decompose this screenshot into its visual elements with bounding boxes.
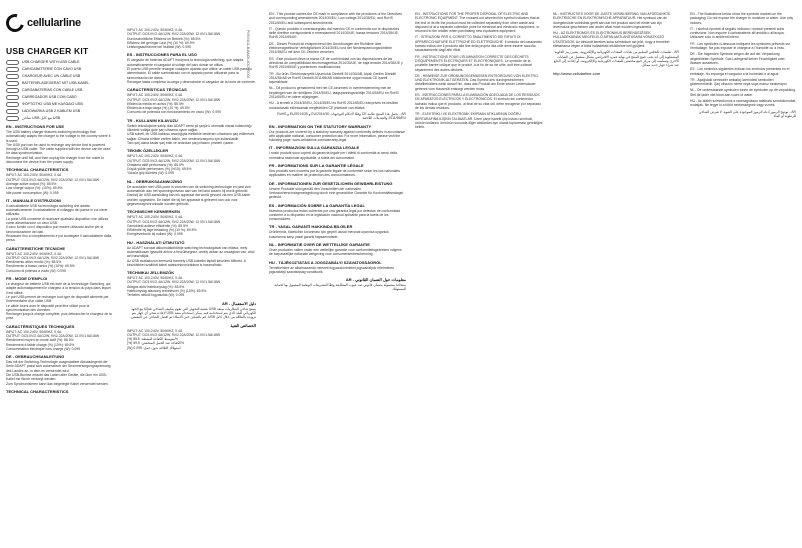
spec-block: INPUT: AC 100-240V, 50/60HZ, 0.4A OUTPUT: DC5.0V/2.4A/12W, 9V/2.22A/20W, 12.0V/1.5A/18W Average active output (%): 85.5% Low charge output (%): (10%): 69.5% Idle power consumption (W): 0.095: [6, 173, 100, 195]
symbol-text: ES - Los símbolos siguientes indican los símbolos presentes en el embalaje. No exponga el cargador a la humedad o al agua.: [690, 67, 791, 76]
column-1: [0, 0, 118, 548]
symbol-text: NL - De onderstaande symbolen tonen de symbolen op de verpakking. Stel de lader niet bloot aan vocht of water.: [690, 88, 797, 97]
warranty-text: Unsere Produkte sind gemäß den Vorschriften der nationalen Verbraucherschutzgesetzgebung durch eine gesetzliche Garantie für Konformitätsmängel gedeckt.: [269, 186, 405, 200]
list-item: BATTERIELADEGERÄT MIT USB-KABEL: [6, 81, 112, 86]
list-item: ŁADOWARKA USB Z KABLEM USB: [6, 109, 112, 114]
section-title: EN - INFORMATION ON THE STATUTORY WARRANTY: [269, 123, 372, 129]
section-title: HU - HASZNÁLATI ÚTMUTATÓ: [127, 239, 185, 245]
section-subtitle: TECHNICAL CHARACTERISTICS: [6, 167, 69, 173]
brand-name: cellularline: [27, 17, 81, 29]
spec-block: INPUT: AC 100-240V, 50/60HZ, 0.4A OUTPUT: DC5.0V/2.4A/12W, 9V/2.22A/20W, 12.0V/1.5A/18W Durchschnittliche Effizienz im Betrieb (%): 85.5% Effizienz bei geringer Last (%) (10 %): 69.5% Leistungsaufnahme bei Nulllast (W): 0.095: [127, 28, 221, 50]
list-item: USB CHARGER WITH USB CABLE: [6, 60, 112, 65]
flag-icon: [6, 95, 19, 100]
section-body: Das mit der Switching-Technologie ausgestattete Akkuladegerät der Serie ADAPT passt sich automatisch der Stromversorgungsspannung des Landes an, in dem es verwendet wird. Die USB-Buchse erlaubt das Laden aller Geräte, die über ein USB-Kabel mit Strom versorgt werden. Zum Synchronisieren kann das beigelegte Kabel verwendet werden.: [6, 360, 111, 386]
section-body: The USB battery charger features switching technology that automatically adapts the charger to the voltage in the country where it is used. The USB port can be used to recharge any device that is powered through a USB cable. The cable supplied with the device can be used for data synchronization. Recharge until full, and then unplug the charger from the outlet to disconnect the device from the power supply.: [6, 130, 111, 165]
spec-block: INPUT: AC 100-240V, 50/60HZ, 0.4A OUTPUT: DC5.0V/2.4A/12W, 9V/2.22A/20W, 12.0V/1.5A/18W Átlagos aktív hatékonyság (%): 85.5% Hatékonyság alacsony terhelésnél (%) (10%): 69.5% Terhelés nélküli fogyasztás (W): 0.095: [127, 276, 221, 298]
compliance-text: TR - Bu ürün, Elektromanyetik Uyumluluk Direktifi 2014/30/AB, Alçak Gerilim Direktifi 2014/35/AB ve RoHS Direktifi 2011/65/AB hükümlerine uygun olarak CE işareti taşımaktadır.: [269, 71, 397, 85]
list-item: CARGABATERÍAS CON CABLE USB: [6, 88, 112, 93]
list-item: CARREGADOR USB COM CABO: [6, 95, 112, 100]
list-item: CHARGEUR AVEC UN CÂBLE USB: [6, 74, 112, 79]
section-title: TR - YASAL GARANTİ HAKKINDA BİLGİLER: [269, 224, 353, 230]
spec-block: INPUT: AC 100-240V, 50/60HZ, 0.4A OUTPUT: DC5.0V/2.4A/12W, 9V/2.22A/20W, 12.0V/1.5A/18W Gemiddeld actieve efficiëntie (%): 85.5% Efficiëntie bij lage belasting (%) (10 %): 69.5% Energieverbruik bij nullast (W): 0.095: [127, 215, 221, 237]
section-subtitle: TECHNICAL CHARACTERISTICS: [6, 388, 69, 394]
page-title: USB CHARGER KIT: [6, 46, 89, 56]
column-2: [123, 0, 262, 548]
flag-icon: [6, 81, 19, 86]
disposal-text: NL - INSTRUCTIES VOOR DE JUISTE VERWIJDERING VAN AFGEDANKTE ELEKTRISCHE EN ELEKTRONISCHE APPARATUUR. Het symbool van de doorgekruiste vuilnisbak geeft aan dat het product aan het einde van zijn levensduur gescheiden van ander afval moet worden ingezameld.: [553, 12, 672, 29]
website-link[interactable]: http://www.cellularline.com: [553, 70, 601, 76]
column-3: [267, 0, 412, 548]
section-title: AR - معلومات حول الضمان القانوني: [345, 277, 406, 283]
warranty-text: Ürünlerimiz, tüketicinin korunması için geçerli ulusal mevzuat uyarınca uygunluk kusurlarına karşı yasal garanti kapsamındadır.: [269, 230, 390, 239]
section-title: NL - INFORMATIE OVER DE WETTELIJKE GARANTIE: [269, 241, 370, 247]
compliance-text: EN - This product carries the CE mark in compliance with the provisions of the Directives and corresponding amendments 2014/30/EU, Low voltage 2014/35/EU, and RoHS 2011/65/EU and subsequent amendments.: [269, 12, 403, 25]
warranty-text: I nostri prodotti sono coperti da garanzia legale per i difetti di conformità ai sensi della normativa nazionale applicabile, a tutela dei consumatori.: [269, 151, 398, 160]
flag-icon: [6, 116, 19, 121]
disposal-text: DE - HINWEISE ZUR ORDNUNGSGEMÄSSEN ENTSORGUNG VON ELEKTRO- UND ELEKTRONIK-ALTGERÄTEN. Das Symbol des durchgestrichenen Abfallbehälters weist darauf hin, dass das Produkt am Ende seiner Lebensdauer getrennt vom Hausmüll entsorgt werden muss.: [415, 73, 540, 91]
warranty-text: Our products are covered by a statutory warranty against conformity defects in accordance with applicable national, consumer protection law. For more information, please visit the following page: www.cellularline.com/warranty-legal: [269, 129, 407, 143]
section-body: يتمتع شاحن البطاريات بمنفذ USB بتقنية التحويل التي تقوم بتكييف الشاحن تلقائيًا مع الجهد الكهربائي للبلد الذي يتم استخدامه فيه. يمكن استخدام منفذ USB لإعادة شحن أي جهاز يتم تزويده بالطاقة من خلال كابل USB. قم بالشحن حتى الامتلاء ثم افصل الشاحن عن المقبس.: [130, 306, 256, 320]
compliance-text: ES - Este producto lleva la marca CE de conformidad con las disposiciones de las directivas de compatibilidad electromagnética 2014/30/UE, de baja tensión 2014/35/UE y RoHS 2011/65/UE y posteriores modificaciones.: [269, 56, 404, 70]
list-item: ΦΟΡΤΙΣΤΗΣ USB ΜΕ ΚΑΛΩΔΙΟ USB: [6, 102, 112, 107]
section-title: DE - GEBRAUCHSANLEITUNG: [6, 354, 65, 360]
flag-icon: [6, 60, 19, 65]
flag-icon: [6, 109, 19, 114]
symbol-text: TR - Aşağıdaki semboller ambalaj üzerindeki sembolleri göstermektedir. Şarj cihazını neme veya suya maruz bırakmayın.: [690, 77, 788, 87]
disposal-text: IT - ISTRUZIONI PER IL CORRETTO SMALTIMENTO DEI RIFIUTI DI APPARECCHIATURE ELETTRICHE ED ELETTRONICHE. Il simbolo del cassonetto barrato indica che il prodotto alla fine della propria vita utile deve essere raccolto separatamente dagli altri rifiuti.: [415, 35, 543, 53]
section-title: ES - INFORMACIÓN SOBRE LA GARANTÍA LEGAL: [269, 202, 365, 208]
section-body: De acculader met USB-poort is voorzien van de switching-technologie en past zich automatisch aan het spanningsniveau aan van het land waarin hij wordt gebruikt. Dankzij de USB-aansluiting kan elk apparaat dat wordt gevoed via een USB-kabel worden opgeladen. De kabel die bij het apparaat is geleverd kan ook voor gegevenssynchronisatie worden gebruikt.: [127, 184, 252, 206]
product-list: [6, 60, 112, 121]
column-6: [688, 0, 802, 548]
warranty-text: Nuestros productos están cubiertos por una garantía legal por defectos de conformidad conforme a lo dispuesto en la legislación nacional aplicable para la tutela de los consumidores.: [269, 208, 402, 222]
section-body: El cargador de baterías ADAPT incorpora la tecnología switching, que adapta automáticamente el cargador al voltaje del país donde se utiliza. El puerto USB permite recargar cualquier aparato que utilice un cable USB para su alimentación. El cable suministrado con el aparato puede utilizarse para la sincronización de datos. Recargar hasta completar la carga y desenchufar el cargador de la toma de corriente.: [127, 58, 256, 84]
symbol-text: EN - The illustrations below show the symbols marked on the packaging. Do not expose the charger to moisture or water. Use only indoors.: [690, 12, 795, 25]
column-4: [413, 0, 549, 548]
flag-icon: [6, 102, 19, 107]
section-body: Az ADAPT sorozat akkumulátortöltője switching technológiával van ellátva, mely automatikusan igazodik ahhoz a feszültséghez, amely abban az országban van, ahol azt használják. Az USB csatlakozón keresztül bármely USB-kábellel táplált készülék tölthető. A készülékkel szállított kábel adatszinkronizálásra is használható.: [127, 245, 255, 267]
section-body: Il caricabatterie USB ha tecnologia switching che adatta automaticamente il caricabatterie al voltaggio del paese in cui viene utilizzato. La porta USB consente di ricaricare qualsiasi dispositivo che utilizza come alimentazione un cavo USB. Il cavo fornito con il dispositivo può essere utilizzato anche per la sincronizzazione dei dati. Ricaricare fino a completamento e poi scollegare il caricabatterie dalla presa.: [6, 203, 112, 243]
section-title: AR - دليل الاستعمال: [221, 300, 256, 306]
spec-block: INPUT: AC 100-240V, 50/60HZ, 0.4A OUTPUT: DC5.0V/2.4A/12W, 9V/2.22A/20W, 12.0V/1.5A/18W (%) متوسط الكفاءة النشطة: 85.5% (%) الكفاءة عند الحمل المنخفض: 69.5% (W) استهلاك الطاقة بدون حمل: 0.095: [127, 328, 221, 350]
section-title: TR - KULLANIM KILAVUZU: [127, 117, 178, 123]
symbol-text: IT - I simboli riportati di seguito indicano i simboli presenti sulla confezione. Non esporre il caricabatterie all'umidità o all'acqua. Utilizzare solo in ambienti interni.: [690, 26, 786, 40]
section-subtitle: الخصائص الفنية: [230, 322, 256, 328]
list-item: CARICABATTERIE CON CAVO USB: [6, 67, 112, 72]
symbol-text: HU - Az alábbi szimbólumok a csomagoláson található szimbólumokat mutatják. Ne tegye ki a töltőt nedvességnek vagy víznek.: [690, 99, 797, 108]
spec-block: INPUT: AC 100-240V, 50/60HZ, 0.4A OUTPUT: DC5.0V/2.4A/12W, 9V/2.22A/20W, 12.0V/1.5A/18W Rendement moyen en mode actif (%): 85.5% Rendement à faible charge (%) (10%): 69.5% Consommation électrique hors charge (W): 0.095: [6, 329, 100, 351]
warranty-text: Nos produits sont couverts par la garantie légale de conformité selon les lois nationales applicables en matière de protection des consommateurs.: [269, 169, 401, 178]
disposal-text: FR - INSTRUCTIONS POUR L'ÉLIMINATION CORRECTE DES DÉCHETS D'ÉQUIPEMENTS ÉLECTRIQUES ET ÉLECTRONIQUES. Le symbole de la poubelle barrée indique que le produit, à la fin de sa vie utile, doit être collecté séparément des autres déchets.: [415, 54, 534, 72]
disposal-text: HU - AZ ELEKTROMOS ÉS ELEKTRONIKUS BERENDEZÉSEK HULLADÉKAINAK MEGFELELŐ ÁRTALMATLANÍTÁSÁRA VONATKOZÓ UTASÍTÁSOK. Az áthúzott kerekes kuka szimbólum azt jelzi, hogy a terméket élettartama végén a többi hulladéktól elkülönítve kell gyűjteni.: [553, 31, 671, 49]
symbol-text: AR - توضح الرموز أدناه الرموز الموجودة على العبوة. لا تعرض الشاحن للرطوبة أو الماء.: [698, 109, 796, 118]
section-title: ES - INSTRUCCIONES PARA EL USO: [127, 52, 197, 58]
section-title: HU - TÁJÉKOZTATÁS A JOGSZABÁLYI SZAVATOSSÁGRÓL: [269, 259, 382, 265]
flag-icon: [6, 88, 19, 93]
section-subtitle: TEKNİK ÖZELLİKLER: [127, 148, 169, 154]
spec-block: INPUT: AC 100-240V, 50/60HZ, 0.4A OUTPUT: DC5.0V/2.4A/12W, 9V/2.22A/20W, 12.0V/1.5A/18W Rendimento attivo medio (%): 85.5% Rendimento a basso carico (%) (10%): 69.5% Consumo di potenza a vuoto (W): 0.095: [6, 251, 100, 273]
flag-icon: [6, 67, 19, 72]
compliance-text: DE - Dieses Produkt ist entsprechend den Anordnungen der Richtlinie über elektromagnetische Verträglichkeit 2014/30/EU und der Niederspannungsrichtlinie 2014/35/EU mit dem CE-Zeichen versehen.: [269, 41, 393, 55]
section-subtitle: CARACTERÍSTICAS TÉCNICAS: [127, 87, 187, 93]
compliance-text: NL - Dit product is gemarkeerd met het CE-keurmerk in overeenstemming met de bepalingen van de richtlijnen 2014/30/EU, laagspanningsrichtlijn 2014/35/EU en RoHS 2011/65/EU en latere wijzigingen.: [269, 86, 400, 100]
section-subtitle: CARATTERISTICHE TECNICHE: [6, 245, 66, 251]
section-title: NL - GEBRUIKSAANWIJZING: [127, 178, 183, 184]
section-title: FR - INFORMATIONS SUR LA GARANTIE LÉGALE: [269, 163, 364, 169]
section-subtitle: CARACTÉRISTIQUES TECHNIQUES: [6, 323, 75, 329]
compliance-text: AR - يحمل هذا المنتج علامة CE وفقًا لأحكام التوجيهات 2014/30/EU و 2014/35/EU و RoHS 2011/65/EU والتعديلات اللاحقة.: [277, 111, 406, 121]
spec-block: INPUT: AC 100-240V, 50/60HZ, 0.4A OUTPUT: DC5.0V/2.4A/12W, 9V/2.22A/20W, 12.0V/1.5A/18W Eficiencia media en activo (%): 85.5% Eficiencia a baja carga (%) (10 %): 69.5% Consumo de potencia con funcionamiento en vacío (W): 0.095: [127, 93, 221, 115]
warranty-text: Onze producten vallen onder een wettelijke garantie voor conformiteitsgebreken volgens de toepasselijke nationale wetgeving voor consumentenbescherming.: [269, 247, 403, 257]
section-title: EN - INSTRUCTIONS FOR USE: [6, 124, 65, 129]
column-5: [551, 0, 685, 548]
brand-logo: [6, 14, 112, 32]
section-subtitle: TECHNIKAI JELLEMZŐK: [127, 270, 175, 276]
compliance-text: IT - Questo prodotto è contrassegnato dal marchio CE in conformità con le disposizioni delle direttive corrispondenti e emendamenti 2014/30/UE, bassa tensione 2014/35/UE, RoHS 2011/65/UE.: [269, 26, 401, 40]
spec-block: INPUT: AC 100-240V, 50/60HZ, 0.4A OUTPUT: DC5.0V/2.4A/12W, 9V/2.22A/20W, 12.0V/1.5A/18W Ortalama aktif performans (%): 85.5% Düşük yükte performans (%) (%10): 69.5% Yüksüz güç tüketimi (W): 0.095: [127, 154, 221, 176]
symbol-text: FR - Les symboles ci-dessous indiquent les symboles présents sur l'emballage. Ne pas exposer le chargeur à l'humidité ou à l'eau.: [690, 41, 792, 51]
section-body: Switch teknolojisine sahip olan ADAPT serisi pil şarjörü, otomatik olarak kullanıldığı ülkedeki voltaja göre şarj cihazına uyum sağlar. USB soketi, bir USB kablosu aracılığıyla elektrikle beslenen cihazların şarj edilmesini sağlar. Cihazla birlikte verilen kablo, veri senkronizasyonu için kullanılabilir. Tam şarj olana kadar şarj edin ve ardından şarj cihazını prizden çıkarın.: [127, 123, 255, 145]
disposal-text: TR - ELEKTRİKLİ VE ELEKTRONİK EKİPMAN ATIKLARININ DOĞRU BERTARAFINA İLİŞKİN TALİMATLAR. Üzeri çarpı işaretli çöp kutusu sembolü, ürünün kullanım ömrünün sonunda diğer atıklardan ayrı olarak toplanması gerektiğini belirtir.: [415, 112, 544, 130]
section-title: DE - INFORMATIONEN ZUR GESETZLICHEN GEWÄHRLEISTUNG: [269, 180, 393, 186]
flag-icon: [6, 74, 19, 79]
section-title: IT - INFORMAZIONI SULLA GARANZIA LEGALE: [269, 145, 360, 151]
disposal-text: EN - INSTRUCTIONS FOR THE PROPER DISPOSAL OF ELECTRIC AND ELECTRONIC EQUIPMENT. The crossed-out wheeled bin symbol indicates that at the end of its life the product must be collected separately from other waste and disposed of at a separate collection point for electrical and electronic equipment, or returned to the retailer when purchasing new equivalent equipment.: [415, 12, 541, 34]
compliance-text: HU - A termék a 2014/30/EU, 2014/35/EU és RoHS 2011/65/EU irányelvek és későbbi módosításaik előírásainak megfelelően CE jelzéssel van ellátva.: [269, 101, 399, 110]
section-body: Le chargeur de batterie USB est doté de la technologie Switching, qui adapte automatiquement le chargeur à la tension du pays dans lequel il est utilisé. Le port USB permet de recharger tout type de dispositif alimenté par l'intermédiaire d'un câble USB. Le câble fourni avec le dispositif peut être utilisé pour la synchronisation des données. Recharger jusqu'à charge complète, puis débrancher le chargeur de la prise.: [6, 282, 112, 321]
list-item: شاحن USB مع كابل USB: [6, 116, 112, 121]
cellularline-logo-icon: [3, 11, 28, 36]
disposal-text: AR - تعليمات للتخلص السليم من نفايات المعدات الكهربائية والإلكترونية. يشير رمز الحاوية المشطوبة إلى أنه يجب جمع المنتج في نهاية عمره الافتراضي بشكل منفصل عن النفايات الأخرى وتسليمه إلى مركز جمع مخصص للمعدات الكهربائية والإلكترونية، أو إعادته إلى البائع عند شراء جهاز جديد مماثل.: [553, 50, 679, 68]
warranty-text: منتجاتنا مشمولة بضمان قانوني ضد عيوب المطابقة وفقًا للتشريعات الوطنية المعمول بها لحماية المستهلك.: [274, 283, 406, 292]
section-subtitle: TECHNISCHE KENMERKEN: [127, 209, 180, 215]
document-code: P0900U11-B-BACK-60C/3/0008: [246, 30, 250, 79]
section-title: FR - MODE D'EMPLOI: [6, 276, 48, 282]
disposal-text: ES - INSTRUCCIONES PARA LA ELIMINACIÓN ADECUADA DE LOS RESIDUOS DE APARATOS ELÉCTRICOS Y ELECTRÓNICOS. El símbolo del contenedor tachado indica que el producto, al final de su vida útil, debe recogerse por separado de los demás residuos.: [415, 93, 542, 110]
warranty-text: Termékeinkre az alkalmazandó nemzeti fogyasztóvédelmi jogszabályok értelmében jogszabályi szavatosság vonatkozik.: [269, 265, 396, 274]
symbol-text: DE - Die folgenden Symbole zeigen die auf der Verpackung abgebildeten Symbole. Das Ladegerät keiner Feuchtigkeit oder Wasser aussetzen.: [690, 52, 786, 65]
section-title: IT - MANUALE D'ISTRUZIONI: [6, 197, 61, 203]
